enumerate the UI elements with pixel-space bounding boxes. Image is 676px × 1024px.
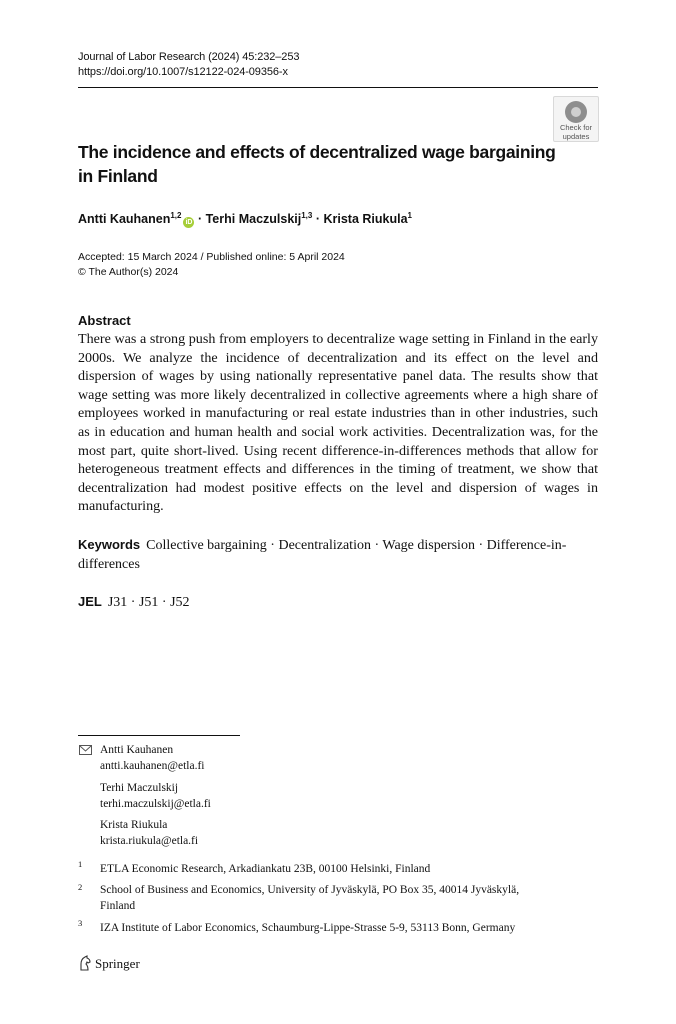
author-name: Terhi Maczulskij	[205, 212, 302, 226]
journal-citation: Journal of Labor Research (2024) 45:232–253	[78, 51, 300, 63]
keywords	[78, 535, 598, 574]
publication-dates	[78, 250, 345, 280]
orcid-icon[interactable]: iD	[185, 219, 193, 226]
footnote-rule	[78, 735, 240, 736]
author-affil-ref: 1,3	[301, 211, 313, 220]
journal-header	[78, 50, 299, 80]
contact-block	[100, 742, 204, 774]
publisher-logo	[78, 955, 140, 973]
abstract-text: There was a strong push from employers to decentralize wage setting in Finland in the early 2000s. We analyze the incidence of decentralization and its effect on the level and dispersion of wages by using nationally representative panel data. The results show that wage setting was more likely decentralized in collective agreements where a high share of employees worked in manufacturing or real estate industries than in other industries, such as in education and human health and social work activities. Decentralization was, for the most part, quite short-lived. Using recent difference-in-differences methods that allow for heterogeneous treatment effects and differences in the timing of treatment, we show that decentralization had modest positive effects on the level and dispersion of wages in manufacturing.	[78, 331, 598, 515]
affiliation-text: IZA Institute of Labor Economics, Schaumburg-Lippe-Strasse 5-9, 53113 Bonn, Germany	[100, 922, 516, 934]
jel-codes	[78, 592, 190, 612]
springer-horse-icon	[78, 955, 92, 971]
header-rule	[78, 87, 598, 88]
check-updates-line1: Check for	[559, 123, 593, 132]
author-list	[78, 207, 412, 228]
jel-text: J31 · J51 · J52	[107, 595, 190, 610]
contact-block	[100, 817, 198, 849]
contact-email[interactable]: krista.riukula@etla.fi	[100, 835, 199, 847]
accepted-published: Accepted: 15 March 2024 / Published online: 5 April 2024	[78, 251, 345, 263]
contact-name: Terhi Maczulskij	[100, 782, 179, 794]
check-updates-line2: updates	[562, 131, 590, 141]
affiliation-text: School of Business and Economics, University of Jyväskylä, PO Box 35, 40014 Jyväskylä, Finland	[100, 884, 520, 912]
contact-block	[100, 780, 211, 812]
author-name: Krista Riukula	[323, 212, 408, 226]
jel-label: JEL	[78, 594, 102, 609]
author-affil-ref: 1	[407, 211, 412, 220]
author-separator: ·	[312, 212, 324, 226]
keywords-text: Collective bargaining · Decentralization · Wage dispersion · Difference-in-differences	[78, 538, 567, 572]
author-affil-ref: 1,2	[170, 211, 182, 220]
paper-title: The incidence and effects of decentralized wage bargaining in Finland	[78, 142, 556, 186]
publisher-name: Springer	[95, 956, 140, 971]
check-for-updates-badge[interactable]	[553, 96, 599, 142]
copyright: © The Author(s) 2024	[78, 266, 179, 278]
envelope-icon	[79, 745, 92, 755]
affiliation-number: 3	[78, 918, 83, 928]
contact-name: Antti Kauhanen	[100, 744, 174, 756]
keywords-label: Keywords	[78, 537, 141, 552]
author-name: Antti Kauhanen	[78, 212, 171, 226]
contact-name: Krista Riukula	[100, 819, 168, 831]
affiliation-number: 2	[78, 882, 83, 892]
affiliation-text: ETLA Economic Research, Arkadiankatu 23B, 00100 Helsinki, Finland	[100, 863, 431, 875]
contact-email[interactable]: terhi.maczulskij@etla.fi	[100, 798, 211, 810]
doi-link[interactable]: https://doi.org/10.1007/s12122-024-09356-x	[78, 66, 288, 78]
abstract-heading: Abstract	[78, 313, 131, 328]
contact-email[interactable]: antti.kauhanen@etla.fi	[100, 760, 205, 772]
check-updates-icon	[565, 101, 587, 123]
affiliation-number: 1	[78, 859, 83, 869]
author-separator: ·	[194, 212, 206, 226]
